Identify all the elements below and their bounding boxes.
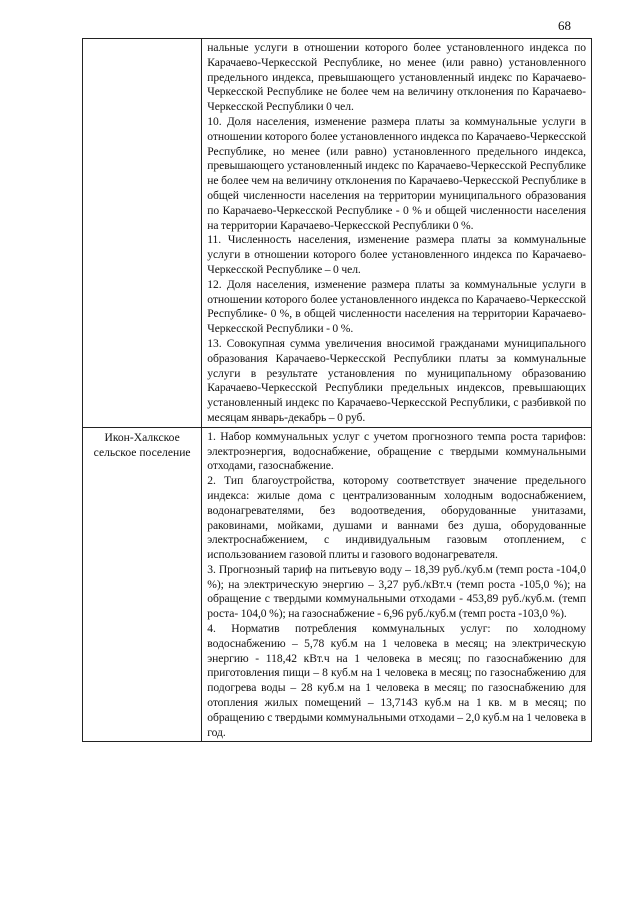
table-cell-municipality (83, 39, 202, 428)
paragraph: 2. Тип благоустройства, которому соответствует значение предельного индекса: жилые дома с централизованным холодным водоснабжением, водонагревателями, без водоотведения, оборудованные унитазами, раковинами, мойками, душами и ваннами без душа, оборудованные электроснабжением, с индивидуальным газовым отоплением, с использованием газовой плиты и газового водонагревателя. (207, 474, 586, 562)
page-number: 68 (558, 18, 571, 33)
table-cell-details (202, 427, 592, 742)
paragraph: 13. Совокупная сумма увеличения вносимой гражданами муниципального образования Карачаево-Черкесской Республики платы за коммунальные услуги в результате установления по муниципальному образованию Карачаево-Черкесской Республики предельных индексов, превышающих установленный индекс по Карачаево-Черкесской Республики, с разбивкой по месяцам январь-декабрь – 0 руб. (207, 336, 586, 424)
paragraph: 11. Численность населения, изменение размера платы за коммунальные услуги в отношении которого более установленного индекса по Карачаево-Черкесской Республике – 0 чел. (207, 233, 586, 276)
paragraph: 1. Набор коммунальных услуг с учетом прогнозного темпа роста тарифов: электроэнергия, водоснабжение, обращение с твердыми коммунальными отходами, газоснабжение. (207, 429, 586, 473)
table-row (83, 39, 592, 428)
paragraph: 3. Прогнозный тариф на питьевую воду – 18,39 руб./куб.м (темп роста -104,0 %); на электрическую энергию – 3,27 руб./кВт.ч (темп роста -105,0 %); на обращение с твердыми коммунальными отходами - 453,89 руб./куб.м. (темп роста- 104,0 %); на газоснабжение - 6,96 руб./куб.м (темп роста -103,0 %). (207, 562, 586, 621)
details-text (202, 428, 591, 742)
paragraph: нальные услуги в отношении которого более установленного индекса по Карачаево-Черкесской Республике, но менее (или равно) установленного предельного индекса, превышающего установленный индекс по Карачаево-Черкесской Республике не более чем на величину отклонения по Карачаево-Черкесской Республики 0 чел. (207, 41, 586, 114)
paragraph: 4. Норматив потребления коммунальных услуг: по холодному водоснабжению – 5,78 куб.м на 1 человека в месяц; на электрическую энергию - 118,42 кВт.ч на 1 человека в месяц; по газоснабжению для приготовления пищи – 8 куб.м на 1 человека в месяц; по газоснабжению для подогрева воды – 28 куб.м на 1 человека в месяц; по газоснабжению для отопления жилых помещений – 13,7143 куб.м на 1 кв. м в месяц; по обращению с твердыми коммунальными отходами – 2,0 куб.м на 1 человека в год. (207, 622, 586, 739)
municipality-name: Икон-Халкское сельское поселение (93, 430, 191, 459)
municipality-name (83, 39, 201, 41)
paragraph: 10. Доля населения, изменение размера платы за коммунальные услуги в отношении которого более установленного индекса по Карачаево-Черкесской Республике, но менее (или равно) установленного предельного индекса, превышающего установленный индекс по Карачаево-Черкесской Республике не более чем на величину отклонения по Карачаево-Черкесской Республике в общей численности населения на территории муниципального образования по Карачаево-Черкесской Республике - 0 % и общей численности населения на территории Карачаево-Черкесской Республики 0 %. (207, 114, 586, 232)
table-cell-details (202, 39, 592, 428)
details-text (202, 39, 591, 427)
data-table (82, 38, 592, 742)
paragraph: 12. Доля населения, изменение размера платы за коммунальные услуги в отношении которого более установленного индекса по Карачаево-Черкесской Республике- 0 %, в общей численности населения на территории Карачаево-Черкесской Республики - 0 %. (207, 277, 586, 336)
table-cell-municipality (83, 427, 202, 742)
table-row (83, 427, 592, 742)
